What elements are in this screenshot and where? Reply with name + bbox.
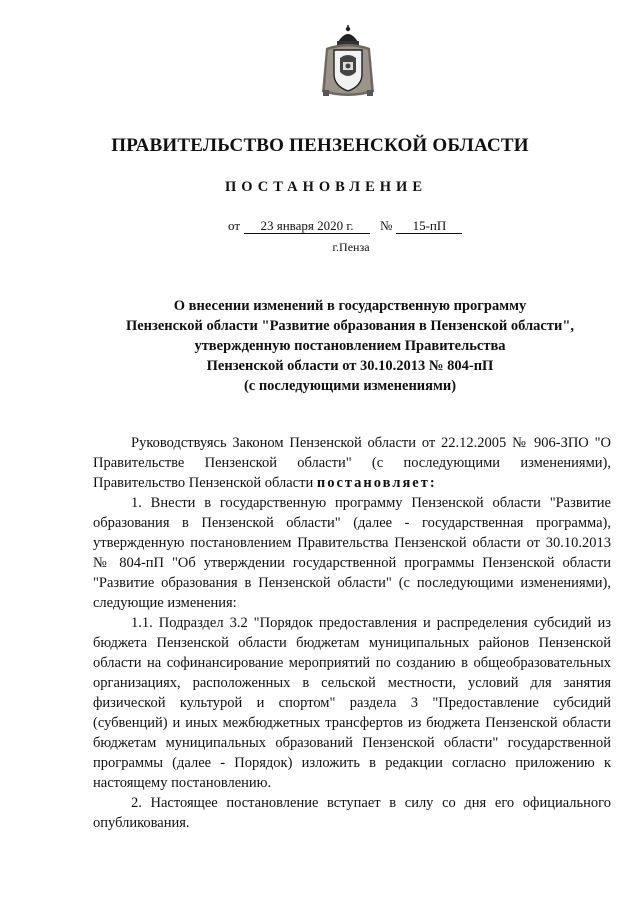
paragraph-2: 2. Настоящее постановление вступает в силу со дня его официального опубликования. [93, 795, 611, 831]
title-line: Пензенской области от 30.10.2013 № 804-пП [206, 358, 494, 374]
document-number: 15-пП [396, 219, 462, 234]
preamble-paragraph [93, 433, 611, 493]
coat-of-arms-icon [316, 24, 380, 102]
document-body [93, 433, 611, 833]
date-prefix: от [228, 218, 241, 233]
document-title [110, 296, 590, 396]
preamble-text: Руководствуясь Законом Пензенской области от 22.12.2005 № 906-ЗПО "О Правительстве Пензенской области" (с последующими изменениями), Правительство Пензенской области [93, 435, 611, 491]
document-type: ПОСТАНОВЛЕНИЕ [224, 179, 427, 195]
paragraph-1-1: 1.1. Подраздел 3.2 "Порядок предоставления и распределения субсидий из бюджета Пензенской области бюджетам муниципальных районов Пензенской области на софинансирование мероприятий по созданию в общеобразовательных организациях, расположенных в сельской местности, условий для занятия физической культурой и спортом" раздела 3 "Предоставление субсидий (субвенций) и иных межбюджетных трансфертов из бюджета Пензенской области бюджетам муниципальных образований Пензенской области" государственной программы (далее - Порядок) изложить в редакции согласно приложению к настоящему постановлению. [93, 615, 611, 791]
date-number-line [228, 218, 462, 234]
city-label: г.Пенза [332, 240, 370, 254]
title-line: утвержденную постановлением Правительства [194, 338, 506, 354]
decrees-word: постановляет: [316, 475, 437, 491]
title-line: Пензенской области "Развитие образования в Пензенской области", [125, 318, 575, 334]
document-date: 23 января 2020 г. [244, 219, 370, 234]
title-line: (с последующими изменениями) [243, 378, 457, 394]
number-sign: № [380, 218, 393, 233]
title-line: О внесении изменений в государственную программу [173, 298, 527, 314]
government-title: ПРАВИТЕЛЬСТВО ПЕНЗЕНСКОЙ ОБЛАСТИ [111, 135, 529, 156]
paragraph-1: 1. Внести в государственную программу Пензенской области "Развитие образования в Пензенской области" (далее - государственная программа), утвержденную постановлением Правительства Пензенской области от 30.10.2013 № 804-пП "Об утверждении государственной программы Пензенской области "Развитие образования в Пензенской области" (с последующими изменениями), следующие изменения: [93, 495, 611, 611]
